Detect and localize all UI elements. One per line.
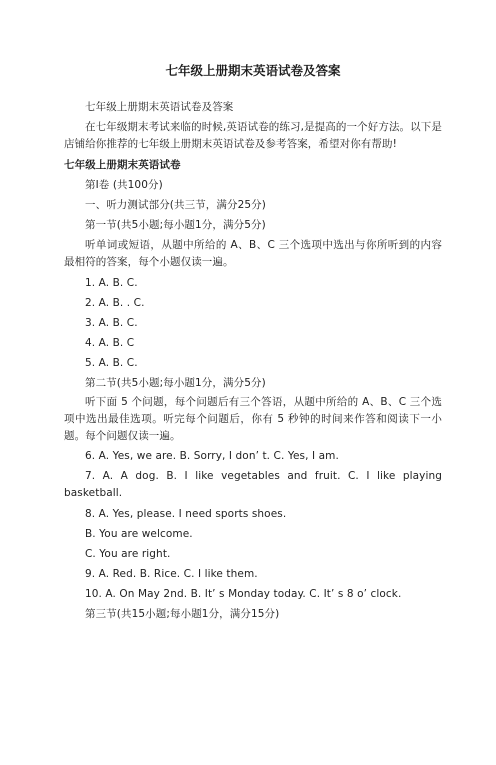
- paragraph-section-two: 第二节(共5小题;每小题1分，满分5分): [85, 377, 266, 389]
- paragraph-volume-one: 第I卷 (共100分): [85, 179, 163, 191]
- question-7: 7. A. A dog. B. I like vegetables and fruit. C. I like playing basketball.: [64, 470, 442, 499]
- question-10: 10. A. On May 2nd. B. It’ s Monday today. C. It’ s 8 o’ clock.: [85, 588, 402, 600]
- question-3: 3. A. B. C.: [85, 317, 138, 329]
- question-4: 4. A. B. C: [85, 337, 135, 349]
- paragraph-section-three: 第三节(共15小题;每小题1分，满分15分): [85, 608, 280, 620]
- section-heading-exam: 七年级上册期末英语试卷: [64, 159, 181, 171]
- question-8: 8. A. Yes, please. I need sports shoes.: [85, 508, 287, 520]
- question-8-option-c: C. You are right.: [85, 548, 171, 560]
- question-8-option-b: B. You are welcome.: [85, 528, 193, 540]
- paragraph-instructions-two: 听下面 5 个问题，每个问题后有三个答语，从题中所给的 A、B、C 三个选项中选出最佳选项。听完每个问题后，你有 5 秒钟的时间来作答和阅读下一小题。每个问题仅读一遍。: [64, 396, 442, 442]
- question-6: 6. A. Yes, we are. B. Sorry, I don’ t. C. Yes, I am.: [85, 450, 339, 462]
- question-2: 2. A. B. . C.: [85, 297, 145, 309]
- paragraph-intro: 在七年级期末考试来临的时候,英语试卷的练习,是提高的一个好方法。以下是店铺给你推荐的七年级上册期末英语试卷及参考答案，希望对你有帮助!: [64, 121, 442, 150]
- paragraph-listening-part: 一、听力测试部分(共三节，满分25分): [85, 199, 266, 211]
- paragraph-subtitle: 七年级上册期末英语试卷及答案: [85, 101, 234, 113]
- question-5: 5. A. B. C.: [85, 357, 138, 369]
- document-page: [0, 63, 496, 765]
- paragraph-section-one: 第一节(共5小题;每小题1分，满分5分): [85, 219, 266, 231]
- question-1: 1. A. B. C.: [85, 277, 138, 289]
- paragraph-instructions-one: 听单词或短语，从题中所给的 A、B、C 三个选项中选出与你所听到的内容最相符的答案，每个小题仅读一遍。: [64, 239, 442, 268]
- question-9: 9. A. Red. B. Rice. C. I like them.: [85, 568, 258, 580]
- document-title: 七年级上册期末英语试卷及答案: [165, 63, 341, 78]
